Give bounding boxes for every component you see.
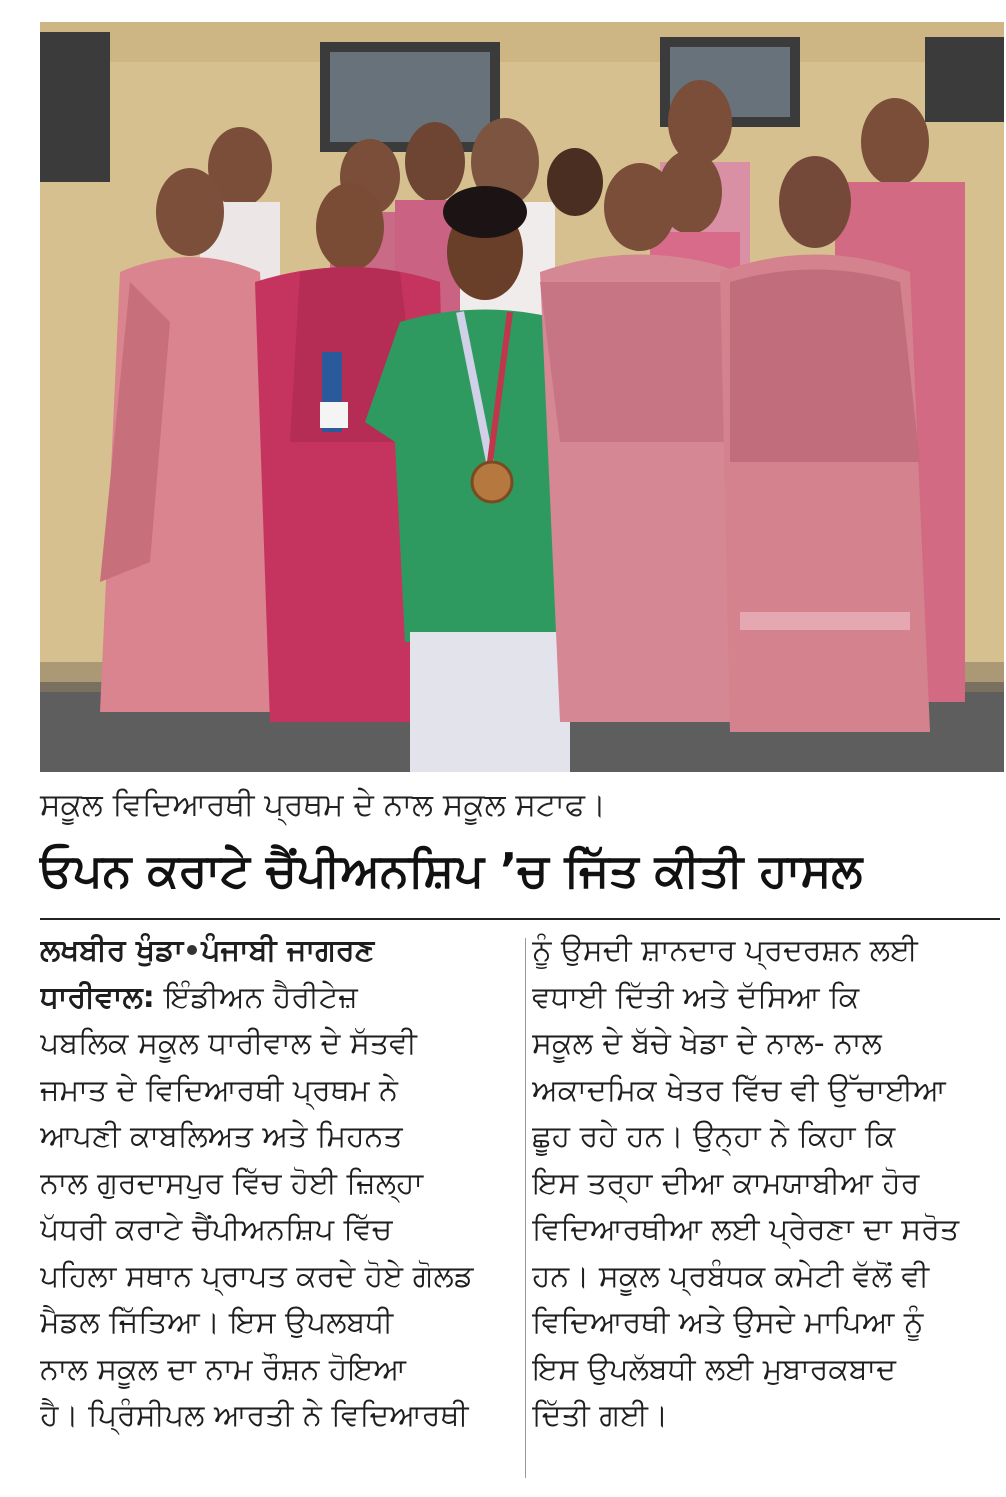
body-line: ਸਕੂਲ ਦੇ ਬੱਚੇ ਖੇਡਾ ਦੇ ਨਾਲ- ਨਾਲ [532, 1026, 882, 1061]
body-line: ਵਿਦਿਆਰਥੀਆ ਲਈ ਪ੍ਰੇਰਣਾ ਦਾ ਸਰੋਤ [532, 1212, 960, 1247]
body-line: ਮੈਡਲ ਜਿੱਤਿਆ। ਇਸ ਉਪਲਬਧੀ [40, 1305, 394, 1340]
body-text: ਇੰਡੀਅਨ ਹੈਰੀਟੇਜ਼ [164, 979, 358, 1015]
body-line: ਛੂਹ ਰਹੇ ਹਨ। ਉਨ੍ਹਾ ਨੇ ਕਿਹਾ ਕਿ [532, 1119, 896, 1154]
body-line: ਨਾਲ ਸਕੂਲ ਦਾ ਨਾਮ ਰੌਸ਼ਨ ਹੋਇਆ [40, 1351, 406, 1387]
headline-divider [40, 918, 1000, 920]
body-line: ਨੂੰ ਉਸਦੀ ਸ਼ਾਨਦਾਰ ਪ੍ਰਦਰਸ਼ਨ ਲਈ [532, 933, 918, 968]
body-line: ਪਹਿਲਾ ਸਥਾਨ ਪ੍ਰਾਪਤ ਕਰਦੇ ਹੋਏ ਗੋਲਡ [40, 1258, 474, 1294]
body-line: ਇਸ ਤਰ੍ਹਾ ਦੀਆ ਕਾਮਯਾਬੀਆ ਹੋਰ [532, 1165, 920, 1201]
body-line: ਪਬਲਿਕ ਸਕੂਲ ਧਾਰੀਵਾਲ ਦੇ ਸੱਤਵੀ [40, 1026, 417, 1061]
bullet-icon [187, 945, 197, 955]
body-line: ਹੈ। ਪ੍ਰਿੰਸੀਪਲ ਆਰਤੀ ਨੇ ਵਿਦਿਆਰਥੀ [40, 1398, 469, 1433]
dateline: ਧਾਰੀਵਾਲ: [40, 979, 155, 1015]
body-line: ਆਪਣੀ ਕਾਬਲਿਅਤ ਅਤੇ ਮਿਹਨਤ [40, 1119, 403, 1154]
body-line: ਪੱਧਰੀ ਕਰਾਟੇ ਚੈਂਪੀਅਨਸ਼ਿਪ ਵਿੱਚ [40, 1212, 393, 1247]
column-divider [525, 938, 526, 1478]
body-line [40, 975, 520, 1022]
body-line: ਵਧਾਈ ਦਿੱਤੀ ਅਤੇ ਦੱਸਿਆ ਕਿ [532, 979, 860, 1015]
body-line: ਦਿੱਤੀ ਗਈ। [532, 1398, 669, 1433]
body-line: ਨਾਲ ਗੁਰਦਾਸਪੁਰ ਵਿੱਚ ਹੋਈ ਜ਼ਿਲ੍ਹਾ [40, 1165, 424, 1201]
article-body-right-column [532, 928, 1000, 1440]
article-body-left-column [40, 928, 520, 1440]
body-line: ਜਮਾਤ ਦੇ ਵਿਦਿਆਰਥੀ ਪ੍ਰਥਮ ਨੇ [40, 1072, 398, 1108]
photo-caption: ਸਕੂਲ ਵਿਦਿਆਰਥੀ ਪ੍ਰਥਮ ਦੇ ਨਾਲ ਸਕੂਲ ਸਟਾਫ। [40, 787, 606, 823]
article-headline: ਓਪਨ ਕਰਾਟੇ ਚੈਂਪੀਅਨਸ਼ਿਪ ’ਚ ਜਿੱਤ ਕੀਤੀ ਹਾਸਲ [40, 843, 863, 897]
byline [40, 928, 520, 975]
body-line: ਹਨ। ਸਕੂਲ ਪ੍ਰਬੰਧਕ ਕਮੇਟੀ ਵੱਲੋਂ ਵੀ [532, 1258, 930, 1294]
body-line: ਅਕਾਦਮਿਕ ਖੇਤਰ ਵਿੱਚ ਵੀ ਉੱਚਾਈਆ [532, 1072, 946, 1108]
group-photo-illustration [40, 22, 1004, 772]
article-photo [40, 22, 1004, 772]
body-line: ਵਿਦਿਆਰਥੀ ਅਤੇ ਉਸਦੇ ਮਾਪਿਆ ਨੂੰ [532, 1305, 924, 1340]
body-line: ਇਸ ਉਪਲੱਬਧੀ ਲਈ ਮੁਬਾਰਕਬਾਦ [532, 1351, 897, 1387]
byline-paper: ਪੰਜਾਬੀ ਜਾਗਰਣ [201, 933, 375, 968]
byline-author: ਲਖਬੀਰ ਖੁੰਡਾ [40, 933, 184, 968]
